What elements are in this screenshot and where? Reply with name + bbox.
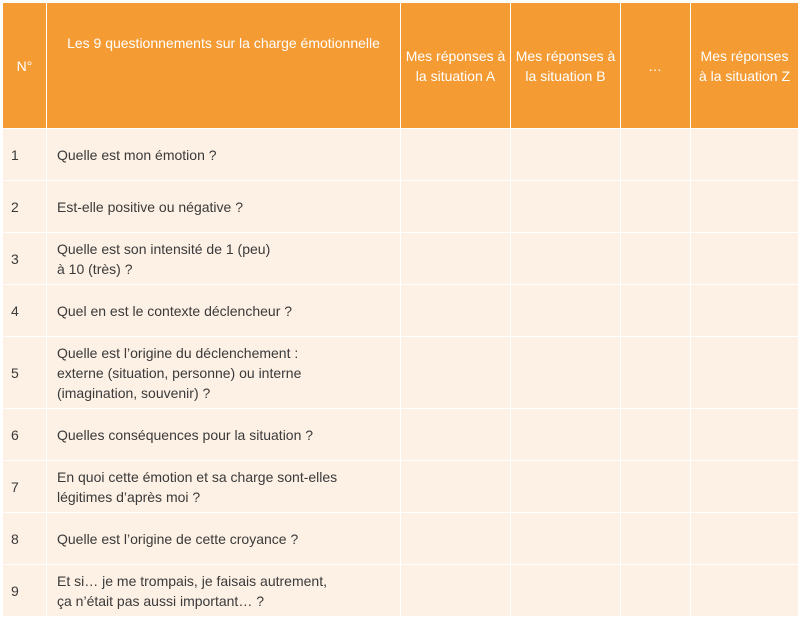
row-question: En quoi cette émotion et sa charge sont-elles légitimes d’après moi ? (47, 461, 401, 513)
answer-cell-b[interactable] (511, 461, 621, 513)
answer-cell-ellipsis[interactable] (621, 233, 691, 285)
answer-cell-b[interactable] (511, 409, 621, 461)
answer-cell-a[interactable] (401, 129, 511, 181)
row-question: Quel en est le contexte déclencheur ? (47, 285, 401, 337)
answer-cell-ellipsis[interactable] (621, 513, 691, 565)
table-row (3, 565, 799, 617)
row-number: 6 (3, 409, 47, 461)
row-number: 7 (3, 461, 47, 513)
header-situation-z: Mes réponses à la situation Z (691, 3, 799, 129)
header-row (3, 3, 799, 129)
row-question: Quelles conséquences pour la situation ? (47, 409, 401, 461)
row-number: 3 (3, 233, 47, 285)
table-row (3, 337, 799, 409)
answer-cell-b[interactable] (511, 513, 621, 565)
row-number: 5 (3, 337, 47, 409)
answer-cell-a[interactable] (401, 461, 511, 513)
answer-cell-b[interactable] (511, 565, 621, 617)
row-question: Quelle est son intensité de 1 (peu) à 10 (très) ? (47, 233, 401, 285)
answer-cell-a[interactable] (401, 565, 511, 617)
row-question: Est-elle positive ou négative ? (47, 181, 401, 233)
answer-cell-a[interactable] (401, 513, 511, 565)
answer-cell-ellipsis[interactable] (621, 565, 691, 617)
answer-cell-b[interactable] (511, 233, 621, 285)
table-row (3, 233, 799, 285)
row-question: Quelle est l’origine de cette croyance ? (47, 513, 401, 565)
header-ellipsis: … (621, 3, 691, 129)
row-question: Quelle est mon émotion ? (47, 129, 401, 181)
answer-cell-a[interactable] (401, 285, 511, 337)
emotion-questionnaire-table (2, 2, 798, 609)
header-situation-a: Mes réponses à la situation A (401, 3, 511, 129)
row-number: 2 (3, 181, 47, 233)
answer-cell-ellipsis[interactable] (621, 181, 691, 233)
table-row (3, 461, 799, 513)
table-row (3, 285, 799, 337)
questionnaire-table (2, 2, 799, 617)
answer-cell-ellipsis[interactable] (621, 337, 691, 409)
answer-cell-z[interactable] (691, 233, 799, 285)
row-number: 8 (3, 513, 47, 565)
table-row (3, 409, 799, 461)
row-question: Quelle est l’origine du déclenchement : externe (situation, personne) ou interne (imagination, souvenir) ? (47, 337, 401, 409)
table-row (3, 181, 799, 233)
answer-cell-b[interactable] (511, 337, 621, 409)
answer-cell-ellipsis[interactable] (621, 285, 691, 337)
answer-cell-z[interactable] (691, 285, 799, 337)
row-number: 4 (3, 285, 47, 337)
answer-cell-z[interactable] (691, 461, 799, 513)
header-number: N° (3, 3, 47, 129)
row-number: 1 (3, 129, 47, 181)
answer-cell-b[interactable] (511, 285, 621, 337)
header-question: Les 9 questionnements sur la charge émotionnelle (47, 3, 401, 129)
answer-cell-ellipsis[interactable] (621, 461, 691, 513)
answer-cell-ellipsis[interactable] (621, 409, 691, 461)
answer-cell-z[interactable] (691, 409, 799, 461)
answer-cell-a[interactable] (401, 181, 511, 233)
answer-cell-z[interactable] (691, 181, 799, 233)
row-question: Et si… je me trompais, je faisais autrement, ça n’était pas aussi important… ? (47, 565, 401, 617)
answer-cell-z[interactable] (691, 129, 799, 181)
table-row (3, 129, 799, 181)
row-number: 9 (3, 565, 47, 617)
answer-cell-a[interactable] (401, 233, 511, 285)
answer-cell-z[interactable] (691, 513, 799, 565)
answer-cell-b[interactable] (511, 129, 621, 181)
answer-cell-b[interactable] (511, 181, 621, 233)
answer-cell-z[interactable] (691, 337, 799, 409)
answer-cell-a[interactable] (401, 337, 511, 409)
header-situation-b: Mes réponses à la situation B (511, 3, 621, 129)
answer-cell-z[interactable] (691, 565, 799, 617)
table-row (3, 513, 799, 565)
answer-cell-a[interactable] (401, 409, 511, 461)
answer-cell-ellipsis[interactable] (621, 129, 691, 181)
